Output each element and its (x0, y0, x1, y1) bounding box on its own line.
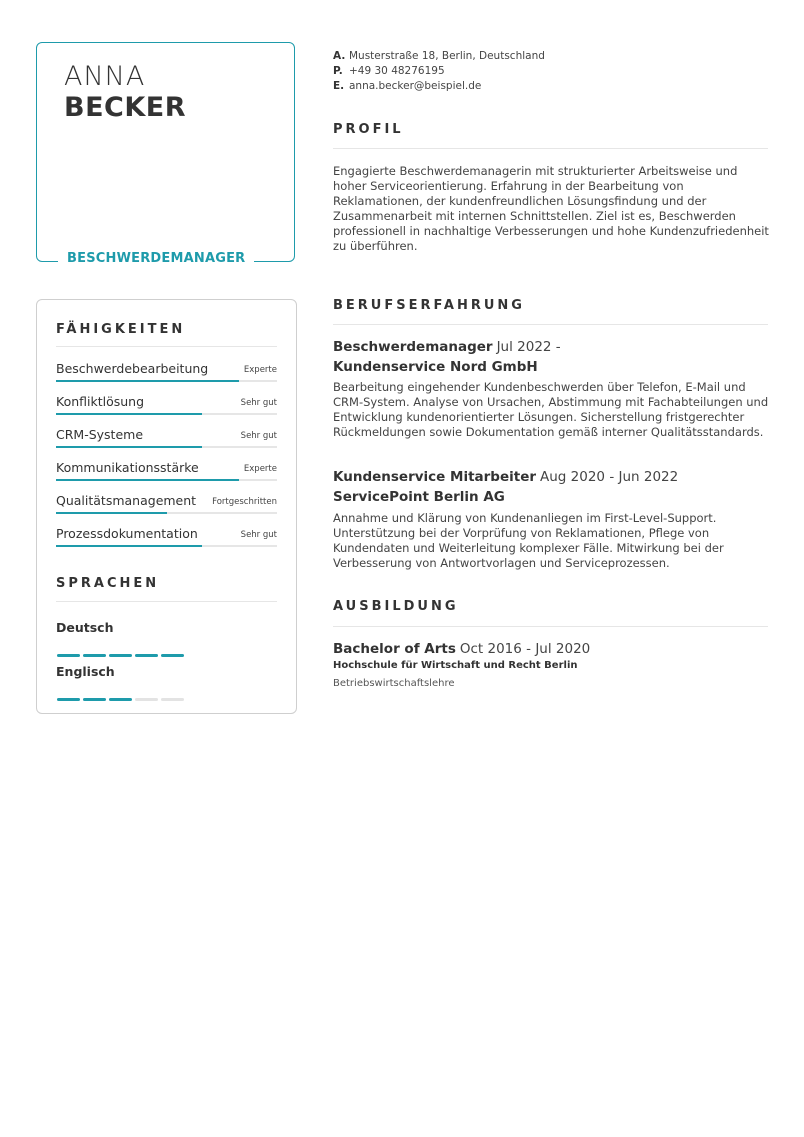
skill-item (56, 460, 277, 486)
education-school: Hochschule für Wirtschaft und Recht Berlin (333, 660, 578, 671)
education-degree: Bachelor of Arts (333, 641, 456, 657)
languages-heading: SPRACHEN (56, 576, 160, 591)
contact-block (333, 49, 545, 94)
language-name: Deutsch (56, 620, 114, 635)
email-label: E. (333, 80, 345, 92)
languages-divider (56, 601, 277, 602)
language-item (56, 620, 277, 654)
experience-company: Kundenservice Nord GmbH (333, 359, 538, 375)
education-field: Betriebswirtschaftslehre (333, 678, 455, 689)
profile-heading: PROFIL (333, 122, 404, 137)
skill-bar (56, 479, 277, 481)
name-box (36, 42, 295, 266)
language-name: Englisch (56, 664, 115, 679)
skill-level: Sehr gut (240, 431, 277, 441)
rating-dot-filled (109, 698, 132, 701)
profile-text: Engagierte Beschwerdemanagerin mit strukturierter Arbeitsweise und hoher Serviceorientierung. Erfahrung in der Bearbeitung von Reklamationen, der kundenfreundlichen Lösungsfindung und der Zusammenarbeit mit internen Schnittstellen. Ziel ist es, Beschwerden professionell in nachhaltige Verbesserungen und hohe Kundenzufriedenheit zu überführen. (333, 164, 769, 253)
experience-role: Kundenservice Mitarbeiter (333, 469, 537, 485)
skill-level: Fortgeschritten (212, 497, 277, 507)
phone-label: P. (333, 65, 343, 77)
language-rating (57, 686, 187, 705)
skill-level: Sehr gut (240, 530, 277, 540)
experience-dates: Aug 2020 - Jun 2022 (540, 469, 679, 485)
phone-value: +49 30 48276195 (349, 65, 445, 77)
rating-dot-filled (109, 654, 132, 657)
skill-name: Beschwerdebearbeitung (56, 361, 209, 376)
rating-dot-filled (135, 654, 158, 657)
experience-dates: Jul 2022 - (496, 339, 561, 355)
education-dates: Oct 2016 - Jul 2020 (459, 641, 591, 657)
skill-bar (56, 446, 277, 448)
contact-email (333, 79, 545, 94)
first-name: ANNA (64, 61, 146, 92)
experience-divider (333, 324, 768, 325)
experience-description: Annahme und Klärung von Kundenanliegen im First-Level-Support. Unterstützung bei der Vorprüfung von Reklamationen, Pflege von Kundendaten und Weiterleitung komplexer Fälle. Mitwirkung bei der Verbesserung von Antwortvorlagen und Serviceprozessen. (333, 511, 724, 570)
contact-address (333, 49, 545, 64)
skill-name: Kommunikationsstärke (56, 460, 199, 475)
address-value: Musterstraße 18, Berlin, Deutschland (349, 50, 545, 62)
skill-bar-fill (56, 446, 202, 448)
rating-dot-filled (83, 654, 106, 657)
profile-divider (333, 148, 768, 149)
skill-level: Experte (243, 365, 277, 375)
skill-item (56, 394, 277, 420)
address-label: A. (333, 50, 346, 62)
skill-bar-fill (56, 380, 239, 382)
experience-company: ServicePoint Berlin AG (333, 489, 505, 505)
education-title (333, 641, 590, 657)
skill-name: CRM-Systeme (56, 427, 144, 442)
email-value: anna.becker@beispiel.de (349, 80, 482, 92)
skill-bar (56, 512, 277, 514)
skill-name: Konfliktlösung (56, 394, 145, 409)
experience-heading: BERUFSERFAHRUNG (333, 298, 525, 313)
skill-item (56, 361, 277, 387)
education-divider (333, 626, 768, 627)
skill-bar (56, 413, 277, 415)
skill-item (56, 526, 277, 552)
skill-name: Prozessdokumentation (56, 526, 198, 541)
contact-phone (333, 64, 545, 79)
skill-level: Sehr gut (240, 398, 277, 408)
rating-dot-empty (161, 698, 184, 701)
education-heading: AUSBILDUNG (333, 599, 459, 614)
last-name: BECKER (64, 92, 186, 123)
rating-dot-empty (135, 698, 158, 701)
sidebar-box (36, 299, 297, 714)
skill-bar-fill (56, 545, 202, 547)
experience-title (333, 339, 561, 355)
skill-level: Experte (243, 464, 277, 474)
skill-bar (56, 380, 277, 382)
language-rating (57, 642, 187, 661)
experience-title (333, 469, 678, 485)
experience-role: Beschwerdemanager (333, 339, 493, 355)
skill-bar (56, 545, 277, 547)
rating-dot-filled (57, 698, 80, 701)
rating-dot-filled (161, 654, 184, 657)
skill-item (56, 427, 277, 453)
skill-bar-fill (56, 479, 239, 481)
rating-dot-filled (57, 654, 80, 657)
experience-description: Bearbeitung eingehender Kundenbeschwerden über Telefon, E-Mail und CRM-System. Analyse von Ursachen, Abstimmung mit Fachabteilungen und Entwicklung kundenorientierter Lösungen. Sicherstellung fristgerechter Rückmeldungen sowie Dokumentation gemäß interner Qualitätsstandards. (333, 380, 769, 439)
job-title: BESCHWERDEMANAGER (58, 251, 254, 266)
language-item (56, 664, 277, 698)
skill-bar-fill (56, 413, 202, 415)
skills-heading: FÄHIGKEITEN (56, 322, 186, 337)
skills-divider (56, 346, 277, 347)
skill-bar-fill (56, 512, 167, 514)
skill-name: Qualitätsmanagement (56, 493, 197, 508)
rating-dot-filled (83, 698, 106, 701)
skill-item (56, 493, 277, 519)
